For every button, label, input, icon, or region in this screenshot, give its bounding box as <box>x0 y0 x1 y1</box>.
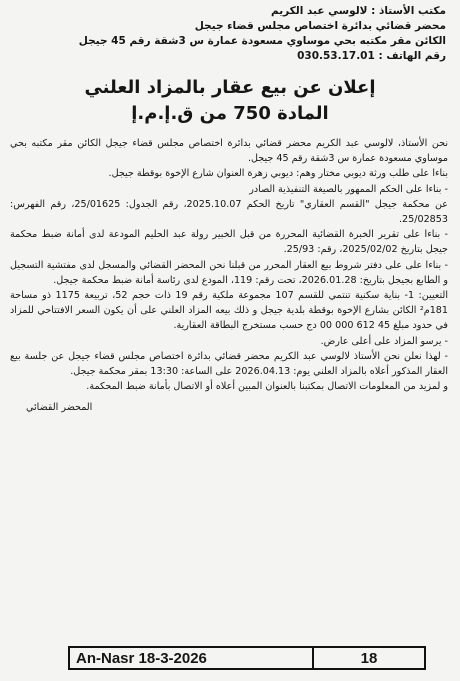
notice-title: إعلان عن بيع عقار بالمزاد العلني <box>84 77 376 98</box>
page-number: 18 <box>360 649 378 667</box>
body-paragraph: نحن الأستاذ، لالوسي عبد الكريم محضر قضائي بدائرة اختصاص مجلس قضاء جيجل الكائن مقر مكتبه بحي موساوي مسعودة عمارة س 3شقة رقم 45 جيجل. <box>10 138 448 165</box>
phone-number: رقم الهاتف : 030.53.17.01 <box>297 50 446 62</box>
notice-subtitle: المادة 750 من ق.إ.م.إ <box>131 103 329 124</box>
office-address: الكائن مقر مكتبه بحي موساوي مسعودة عمارة س 3شقة رقم 45 جيجل <box>78 35 446 47</box>
body-paragraph: بناءا على طلب ورثة ديوبي مختار وهم: ديوبي زهرة العنوان شارع الإخوة بوقطة جيجل. <box>108 168 448 180</box>
legal-notice-page <box>6 4 454 676</box>
bailiff-office: مكتب الأستاذ : لالوسي عبد الكريم <box>270 5 446 17</box>
bailiff-role: محضر قضائي بدائرة اختصاص مجلس قضاء جيجل <box>194 20 446 32</box>
bailiff-signature: المحضر القضائي <box>26 402 93 414</box>
body-paragraph: - بناءا على على دفتر شروط بيع العقار المحرر من قبلنا نحن المحضر القضائي والمسجل لدى مفتشية التسجيل و الطابع بجيجل بتاريخ: 2026.01.28، تحت رقم: 119، المودع لدى رئاسة أمانة ضبط محكمة جيجل. <box>10 259 448 286</box>
body-paragraph: - بناءا على تقرير الخبرة القضائية المحررة من قبل الخبير رولة عبد الحليم المودعة لدى أمانة ضبط محكمة جيجل بتاريخ 2025/02/02، رقم: 25/93. <box>10 229 448 256</box>
notice-body <box>6 136 454 394</box>
body-paragraph: التعيين: 1- بناية سكنية تنتمي للقسم 107 مجموعة ملكية رقم 19 ذات حجم 52، تربيعة 1175 ذو مساحة 181م² الكائن بشارع الإخوة بوقطة بلدية جيجل و ذلك بيعه المزاد العلني على أن يكون السعر الافتتاحي للمزاد في حدود مبلغ 45 612 000 00 دج حسب مستخرج البطاقة العقارية. <box>10 290 448 332</box>
body-paragraph: و لمزيد من المعلومات الاتصال بمكتبنا بالعنوان المبين أعلاه أو الاتصال بأمانة ضبط المحكمة. <box>86 381 448 393</box>
publication-name: An-Nasr 18-3-2026 <box>70 648 314 668</box>
body-paragraph: - لهذا نعلن نحن الأستاذ لالوسي عبد الكريم محضر قضائي بدائرة اختصاص مجلس قضاء جيجل عن جلسة بيع العقار المذكور أعلاه بالمزاد العلني يوم: 2026.04.13 على الساعة: 13:30 بمقر محكمة جيجل. <box>10 350 448 378</box>
notice-header <box>6 4 454 64</box>
publication-footer <box>68 646 426 670</box>
body-paragraph: عن محكمة جيجل "القسم العقاري" تاريخ الحكم 2025.10.07، رقم الجدول: 25/01625، رقم الفهرس: 25/02853. <box>10 198 448 226</box>
body-paragraph: - يرسو المزاد على أعلى عارض. <box>320 335 448 347</box>
body-paragraph: - بناءا على الحكم الممهور بالصيغة التنفيذية الصادر <box>249 183 448 195</box>
